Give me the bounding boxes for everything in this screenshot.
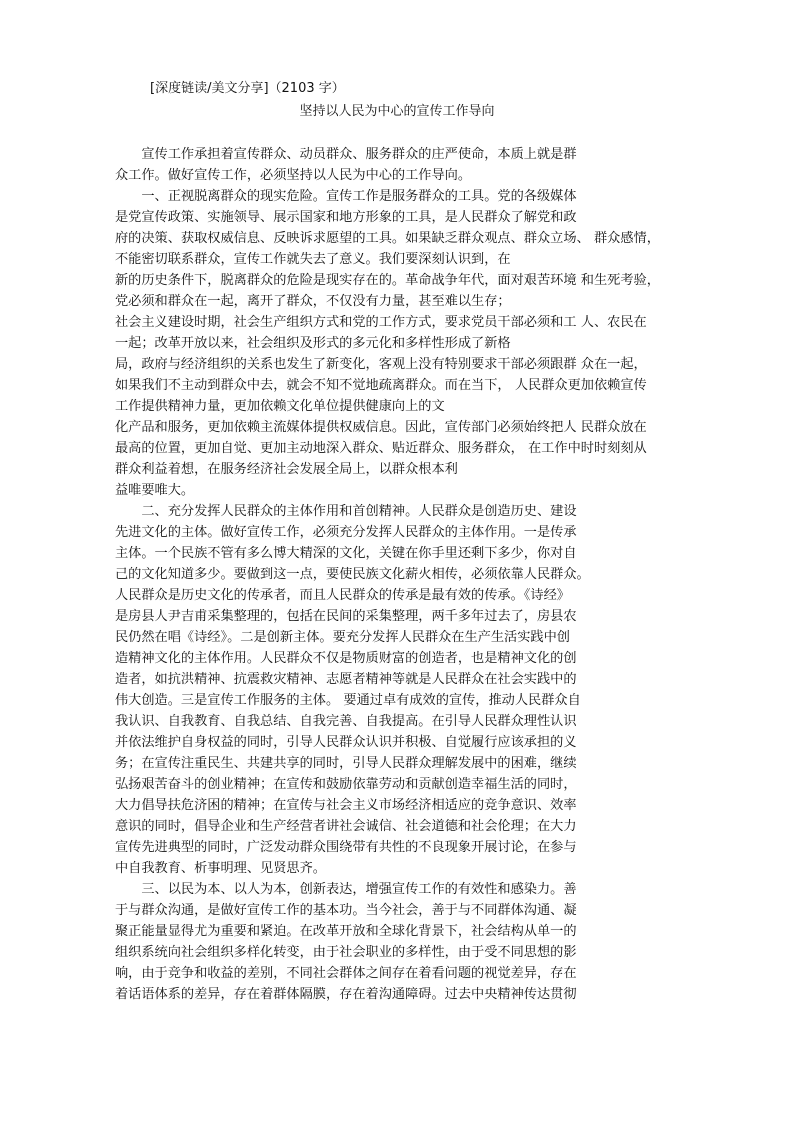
body-line: 党必须和群众在一起，离开了群众，不仅没有力量，甚至难以生存； [115, 294, 511, 309]
body-line: 一、正视脱离群众的现实危险。宣传工作是服务群众的工具。党的各级媒体 [115, 189, 577, 204]
body-line: 三、以民为本、以人为本，创新表达，增强宣传工作的有效性和感染力。善 [115, 882, 577, 897]
body-line: 造精神文化的主体作用。人民群众不仅是物质财富的创造者，也是精神文化的创 [115, 651, 577, 666]
body-line: 大力倡导扶危济困的精神；在宣传与社会主义市场经济相适应的竞争意识、效率 [115, 798, 577, 813]
document-header: [深度链读/美文分享]（2103 字） [150, 81, 345, 96]
body-line: 着话语体系的差异，存在着群体隔膜，存在着沟通障碍。过去中央精神传达贯彻 [115, 987, 577, 1002]
body-line: 组织系统向社会组织多样化转变，由于社会职业的多样性，由于受不同思想的影 [115, 945, 577, 960]
body-line: 众工作。做好宣传工作，必须坚持以人民为中心的工作导向。 [115, 168, 472, 183]
body-line: 化产品和服务，更加依赖主流媒体提供权威信息。因此，宣传部门必须始终把人 民群众放在 [115, 420, 647, 435]
body-line: 社会主义建设时期，社会生产组织方式和党的工作方式，要求党员干部必须和工 人、农民在 [115, 315, 647, 330]
document-body [115, 144, 715, 1005]
body-line: 最高的位置，更加自觉、更加主动地深入群众、贴近群众、服务群众， 在工作中时时刻刻从 [115, 441, 647, 456]
body-line: 伟大创造。三是宣传工作服务的主体。 要通过卓有成效的宣传，推动人民群众自 [115, 693, 581, 708]
body-line: 不能密切联系群众，宣传工作就失去了意义。我们要深刻认识到，在 [115, 252, 511, 267]
body-line: 工作提供精神力量，更加依赖文化单位提供健康向上的文 [115, 399, 445, 414]
body-line: 民仍然在唱《诗经》。二是创新主体。要充分发挥人民群众在生产生活实践中创 [115, 630, 570, 645]
body-line: 务；在宣传注重民生、共建共享的同时，引导人民群众理解发展中的困难，继续 [115, 756, 577, 771]
body-line: 己的文化知道多少。要做到这一点，要使民族文化薪火相传，必须依靠人民群众。 [115, 567, 590, 582]
body-line: 人民群众是历史文化的传承者，而且人民群众的传承是最有效的传承。《诗经》 [115, 588, 570, 603]
document-title: 坚持以人民为中心的宣传工作导向 [299, 104, 495, 119]
body-line: 新的历史条件下，脱离群众的危险是现实存在的。革命战争年代，面对艰苦环境 和生死考验， [115, 273, 660, 288]
body-line: 造者，如抗洪精神、抗震救灾精神、志愿者精神等就是人民群众在社会实践中的 [115, 672, 577, 687]
body-line: 如果我们不主动到群众中去，就会不知不觉地疏离群众。而在当下， 人民群众更加依赖宣传 [115, 378, 647, 393]
body-line: 局，政府与经济组织的关系也发生了新变化，客观上没有特别要求干部必须跟群 众在一起， [115, 357, 647, 372]
body-line: 宣传先进典型的同时，广泛发动群众围绕带有共性的不良现象开展讨论，在参与 [115, 840, 577, 855]
body-line: 弘扬艰苦奋斗的创业精神；在宣传和鼓励依靠劳动和贡献创造幸福生活的同时， [115, 777, 577, 792]
body-line: 意识的同时，倡导企业和生产经营者讲社会诚信、社会道德和社会伦理；在大力 [115, 819, 577, 834]
body-line: 群众利益着想，在服务经济社会发展全局上，以群众根本利 [115, 462, 458, 477]
body-line: 聚正能量显得尤为重要和紧迫。在改革开放和全球化背景下，社会结构从单一的 [115, 924, 577, 939]
body-line: 响，由于竞争和收益的差别，不同社会群体之间存在着看问题的视觉差异，存在 [115, 966, 577, 981]
body-line: 是房县人尹吉甫采集整理的，包括在民间的采集整理，两千多年过去了，房县农 [115, 609, 577, 624]
body-line: 益唯要唯大。 [115, 483, 195, 498]
body-line: 主体。一个民族不管有多么博大精深的文化，关键在你手里还剩下多少，你对自 [115, 546, 577, 561]
body-line: 于与群众沟通，是做好宣传工作的基本功。当今社会，善于与不同群体沟通、凝 [115, 903, 577, 918]
body-line: 我认识、自我教育、自我总结、自我完善、自我提高。在引导人民群众理性认识 [115, 714, 577, 729]
body-line: 一起；改革开放以来，社会组织及形式的多元化和多样性形成了新格 [115, 336, 511, 351]
body-line: 宣传工作承担着宣传群众、动员群众、服务群众的庄严使命，本质上就是群 [115, 147, 577, 162]
body-line: 二、充分发挥人民群众的主体作用和首创精神。人民群众是创造历史、建设 [115, 504, 577, 519]
body-line: 中自我教育、析事明理、见贤思齐。 [115, 861, 326, 876]
body-line: 先进文化的主体。做好宣传工作，必须充分发挥人民群众的主体作用。一是传承 [115, 525, 577, 540]
body-line: 并依法维护自身权益的同时，引导人民群众认识并积极、自觉履行应该承担的义 [115, 735, 577, 750]
body-line: 府的决策、获取权威信息、反映诉求愿望的工具。如果缺乏群众观点、群众立场、 群众感情， [115, 231, 660, 246]
body-line: 是党宣传政策、实施领导、展示国家和地方形象的工具，是人民群众了解党和政 [115, 210, 577, 225]
